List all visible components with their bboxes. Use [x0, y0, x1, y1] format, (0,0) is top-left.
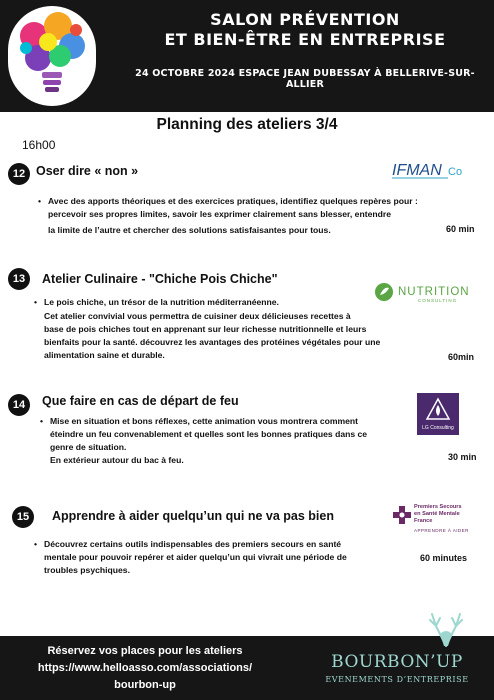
workshop-number-badge: 15	[12, 506, 34, 528]
description-line: Avec des apports théoriques et des exercices pratiques, identifiez quelques repères pour :	[48, 196, 418, 206]
description-line: Cet atelier convivial vous permettra de cuisiner deux délicieuses recettes à	[44, 311, 351, 321]
ifman-logo	[392, 158, 468, 180]
description-line: base de pois chiches tout en apprenant sur leur richesse nutritionnelle et leurs	[44, 324, 367, 334]
lightbulb-icon	[8, 6, 96, 106]
page-title: Planning des ateliers 3/4	[156, 116, 338, 133]
description-line: alimentation saine et durable.	[44, 350, 165, 360]
description-line: genre de situation.	[50, 442, 127, 452]
nutrition-consulting-logo	[374, 282, 478, 304]
cross-icon	[393, 506, 411, 524]
workshop-duration: 30 min	[448, 452, 477, 462]
event-title-line2: ET BIEN-ÊTRE EN ENTREPRISE	[164, 30, 446, 49]
workshop-duration: 60 min	[446, 224, 475, 234]
workshop-number-badge: 14	[8, 394, 30, 416]
workshop-description	[40, 415, 359, 428]
header-banner	[0, 0, 494, 112]
psm-logo-line: France	[414, 518, 433, 524]
bulb-logo	[8, 6, 96, 106]
description-line: troubles psychiques.	[44, 565, 130, 575]
workshop-number-badge: 12	[8, 163, 30, 185]
workshop-description	[38, 195, 418, 208]
nutrition-logo-text: NUTRITION	[398, 286, 470, 298]
description-line: éteindre un feu convenablement et quelles sont les bonnes pratiques dans ce	[50, 429, 368, 439]
bullet-icon: •	[34, 539, 38, 549]
event-date-location: 24 OCTOBRE 2024 ESPACE JEAN DUBESSAY À BELLERIVE-SUR-ALLIER	[135, 68, 475, 90]
booking-link[interactable]: https://www.helloasso.com/associations/	[37, 662, 253, 674]
workshop-title: Atelier Culinaire - "Chiche Pois Chiche"	[42, 272, 278, 286]
bullet-icon: •	[40, 416, 44, 426]
description-line: Découvrez certains outils indispensables des premiers secours en santé	[44, 539, 342, 549]
event-title	[120, 10, 490, 50]
description-line: Mise en situation et bons réflexes, cette animation vous montrera comment	[50, 416, 359, 426]
nutrition-logo-sub: CONSULTING	[418, 298, 458, 303]
psm-logo-line: Premiers Secours	[414, 504, 462, 510]
lg-consulting-logo	[417, 393, 459, 435]
bullet-icon: •	[38, 196, 42, 206]
workshop-number-badge: 13	[8, 268, 30, 290]
psm-logo-line: en Santé Mentale	[414, 511, 460, 517]
stag-logo-icon	[424, 606, 468, 650]
workshop-title: Oser dire « non »	[36, 164, 139, 178]
brand-tagline: EVENEMENTS D’ENTREPRISE	[325, 675, 469, 684]
description-line: percevoir ses propres limites, savoir les exprimer clairement sans blesser, entendre	[48, 209, 391, 219]
workshop-duration: 60 minutes	[420, 553, 468, 563]
workshop-title: Apprendre à aider quelqu’un qui ne va pas bien	[52, 509, 334, 523]
psm-logo-tagline: APPRENDRE À AIDER	[414, 528, 469, 533]
booking-link-end[interactable]: bourbon-up	[114, 679, 176, 691]
ifman-logo-co: Co	[448, 166, 463, 178]
workshop-description	[34, 296, 279, 309]
premiers-secours-logo	[393, 504, 479, 538]
workshop-duration: 60min	[448, 352, 475, 362]
description-line: mentale pour pouvoir repérer et aider quelqu’un qui vivrait une période de	[44, 552, 347, 562]
event-title-line1: SALON PRÉVENTION	[210, 10, 400, 29]
bullet-icon: •	[34, 297, 38, 307]
lg-logo-text: LG Consulting	[422, 425, 454, 431]
description-line: la limite de l’autre et chercher des solutions satisfaisantes pour tous.	[48, 225, 331, 235]
ifman-logo-text: IFMAN	[392, 162, 442, 179]
booking-line: Réservez vos places pour les ateliers	[47, 645, 243, 657]
description-line: Le pois chiche, un trésor de la nutrition méditerranéenne.	[44, 297, 279, 307]
description-line: bienfaits pour la santé. découvrez les avantages des protéines végétales pour une	[44, 337, 381, 347]
booking-info	[0, 643, 290, 694]
brand-name: BOURBON’UP	[331, 652, 463, 672]
session-time: 16h00	[22, 138, 56, 152]
workshop-description	[34, 538, 342, 551]
description-line: En extérieur autour du bac à feu.	[50, 455, 184, 465]
footer-banner	[0, 636, 494, 700]
workshop-title: Que faire en cas de départ de feu	[42, 394, 239, 408]
